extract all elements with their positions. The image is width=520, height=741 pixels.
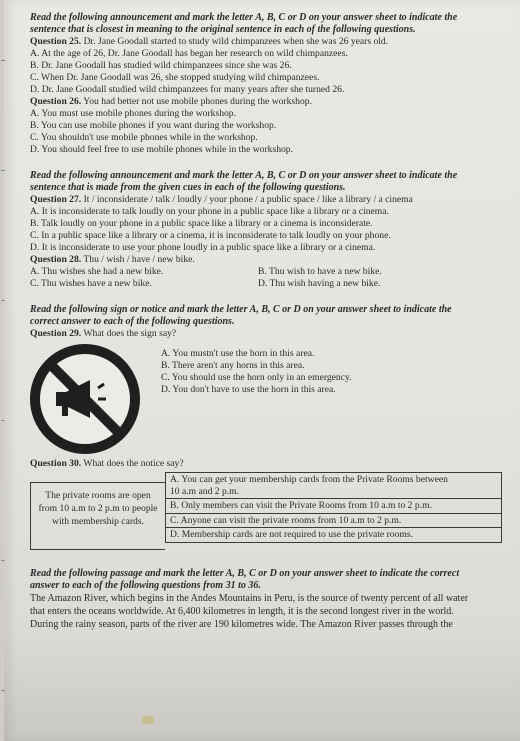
no-horn-sign-icon — [30, 344, 140, 454]
q30-option-c: C. Anyone can visit the private rooms from 10 a.m to 2 p.m. — [170, 514, 402, 526]
question-26-text: You had better not use mobile phones during the workshop. — [81, 96, 312, 107]
q26-option-a: A. You must use mobile phones during the workshop. — [30, 108, 236, 119]
q29-option-b: B. There aren't any horns in this area. — [161, 360, 305, 371]
q30-option-a-row — [165, 472, 502, 498]
section4-instruction-line1: Read the following passage and mark the letter A, B, C or D on your answer sheet to indicate the correct — [30, 568, 460, 579]
q27-option-a: A. It is inconsiderate to talk loudly on your phone in a public space like a library or a cinema. — [30, 206, 389, 217]
question-26 — [30, 96, 502, 108]
question-27-text: It / inconsiderate / talk / loudly / your phone / a public space / like a library / a cinema — [81, 194, 413, 205]
q30-option-b-row — [165, 498, 502, 513]
q25-option-b: B. Dr. Jane Goodall has studied wild chimpanzees since she was 26. — [30, 60, 292, 71]
q28-options-row2 — [30, 278, 502, 290]
question-25-label: Question 25. — [30, 36, 82, 47]
section1-instruction-line1: Read the following announcement and mark the letter A, B, C or D on your answer sheet to indicate the — [30, 12, 458, 23]
passage-line-1: The Amazon River, which begins in the Andes Mountains in Peru, is the source of twenty percent of all water — [30, 593, 469, 604]
q29-option-d: D. You don't have to use the horn in this area. — [161, 384, 336, 395]
question-29-label: Question 29. — [30, 328, 82, 339]
section1-instruction-line2: sentence that is closest in meaning to the original sentence in each of the following questions. — [30, 24, 416, 35]
section4-instruction-line2: answer to each of the following questions from 31 to 36. — [30, 580, 261, 591]
q29-option-a: A. You mustn't use the horn in this area. — [161, 348, 315, 359]
q25-option-d: D. Dr. Jane Goodall studied wild chimpanzees for many years after she turned 26. — [30, 84, 345, 95]
q26-option-d: D. You should feel free to use mobile phones while in the workshop. — [30, 144, 293, 155]
q25-option-c: C. When Dr. Jane Goodall was 26, she stopped studying wild chimpanzees. — [30, 72, 320, 83]
section3-instruction-line1: Read the following sign or notice and mark the letter A, B, C or D on your answer sheet to indicate the — [30, 304, 452, 315]
notice-line-2: from 10 a.m to 2 p.m to people — [38, 503, 158, 514]
q30-option-d: D. Membership cards are not required to use the private rooms. — [170, 529, 413, 540]
question-29 — [30, 328, 502, 340]
q28-options-row1 — [30, 266, 502, 278]
question-28 — [30, 254, 502, 266]
q28-option-d: D. Thu wish having a new bike. — [258, 278, 381, 289]
section2-instruction-line1: Read the following announcement and mark the letter A, B, C or D on your answer sheet to indicate the — [30, 170, 458, 181]
question-25-text: Dr. Jane Goodall started to study wild chimpanzees when she was 26 years old. — [81, 36, 389, 47]
question-28-text: Thu / wish / have / new bike. — [81, 254, 195, 265]
question-30-label: Question 30. — [30, 458, 82, 469]
q30-option-a-cont: 10 a.m and 2 p.m. — [170, 485, 240, 497]
worksheet-page — [30, 12, 502, 631]
question-30-text: What does the notice say? — [81, 458, 184, 469]
question-29-text: What does the sign say? — [81, 328, 177, 339]
question-27-label: Question 27. — [30, 194, 82, 205]
q28-option-a: A. Thu wishes she had a new bike. — [30, 266, 164, 277]
q27-option-d: D. It is inconsiderate to use your phone loudly in a public space like a library or a cinema. — [30, 242, 376, 253]
q26-option-b: B. You can use mobile phones if you want during the workshop. — [30, 120, 277, 131]
question-30-notice-table — [30, 472, 502, 550]
q27-option-c: C. In a public space like a library or a cinema, it is inconsiderate to talk loudly on your phone. — [30, 230, 391, 241]
passage-line-2: that enters the oceans worldwide. At 6,400 kilometres in length, it is the second longest river in the world. — [30, 606, 454, 617]
notice-box — [30, 482, 165, 550]
q30-option-a: A. You can get your membership cards from the Private Rooms between — [170, 474, 448, 485]
question-28-label: Question 28. — [30, 254, 82, 265]
q30-option-b: B. Only members can visit the Private Rooms from 10 a.m to 2 p.m. — [170, 500, 432, 511]
passage-line-3: During the rainy season, parts of the river are 190 kilometres wide. The Amazon River passes through the — [30, 619, 453, 630]
q30-option-c-row — [165, 513, 502, 528]
q29-options — [161, 348, 352, 396]
question-26-label: Question 26. — [30, 96, 82, 107]
question-27 — [30, 194, 502, 206]
q28-option-b: B. Thu wish to have a new bike. — [258, 266, 382, 277]
q26-option-c: C. You shouldn't use mobile phones while in the workshop. — [30, 132, 258, 143]
q30-options — [165, 472, 502, 550]
notice-line-1: The private rooms are open — [45, 490, 151, 501]
section2-instruction-line2: sentence that is made from the given cues in each of the following questions. — [30, 182, 346, 193]
question-29-sign-area — [30, 340, 502, 458]
paper-smudge — [142, 716, 154, 724]
q30-option-d-row — [165, 527, 502, 543]
q25-option-a: A. At the age of 26, Dr. Jane Goodall has began her research on wild chimpanzees. — [30, 48, 348, 59]
q28-option-c: C. Thu wishes have a new bike. — [30, 278, 152, 289]
q27-option-b: B. Talk loudly on your phone in a public space like a library or a cinema is inconsiderate. — [30, 218, 373, 229]
notice-line-3: with membership cards. — [52, 516, 144, 527]
margin-marks — [0, 0, 6, 741]
section3-instruction-line2: correct answer to each of the following questions. — [30, 316, 235, 327]
question-25 — [30, 36, 502, 48]
q29-option-c: C. You should use the horn only in an emergency. — [161, 372, 352, 383]
question-30 — [30, 458, 502, 470]
